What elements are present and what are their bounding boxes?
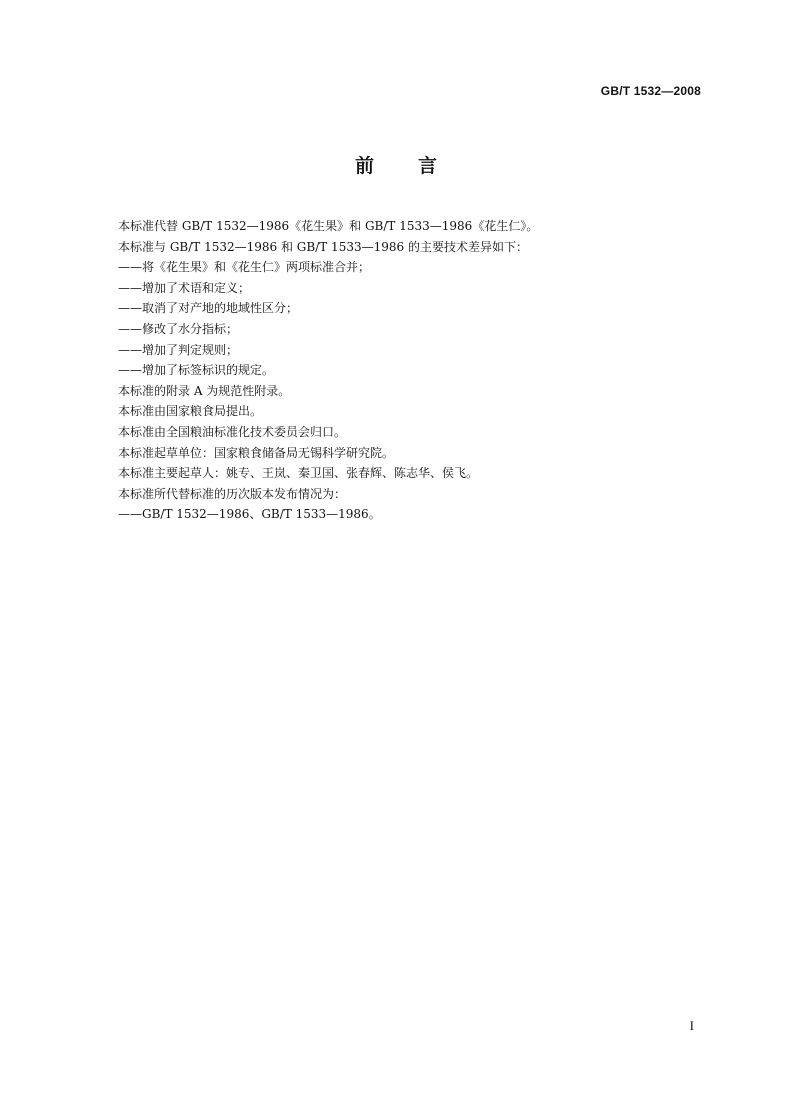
body-line: 本标准起草单位：国家粮食储备局无锡科学研究院。 bbox=[118, 445, 395, 460]
page-title: 前言 bbox=[354, 155, 481, 177]
list-item: ——增加了判定规则； bbox=[118, 342, 239, 357]
body-line: 本标准由国家粮食局提出。 bbox=[118, 404, 263, 419]
body-line: 本标准由全国粮油标准化技术委员会归口。 bbox=[118, 424, 347, 439]
body-line: 本标准的附录 A 为规范性附录。 bbox=[118, 383, 291, 398]
body-line: 本标准与 GB/T 1532—1986 和 GB/T 1533—1986 的主要技术差异如下： bbox=[118, 239, 528, 254]
list-item: ——增加了术语和定义； bbox=[118, 280, 251, 295]
body-line: 本标准所代替标准的历次版本发布情况为： bbox=[118, 486, 347, 501]
page-number: I bbox=[689, 1018, 694, 1033]
body-line: 本标准代替 GB/T 1532—1986《花生果》和 GB/T 1533—1986《花生仁》。 bbox=[118, 219, 539, 233]
body-line: 本标准主要起草人：姚专、王岚、秦卫国、张春辉、陈志华、侯飞。 bbox=[118, 466, 479, 481]
list-item: ——GB/T 1532—1986、GB/T 1533—1986。 bbox=[118, 507, 381, 522]
list-item: ——将《花生果》和《花生仁》两项标准合并； bbox=[118, 260, 371, 275]
list-item: ——增加了标签标识的规定。 bbox=[118, 363, 275, 378]
list-item: ——修改了水分指标； bbox=[118, 321, 239, 336]
standard-number: GB/T 1532—2008 bbox=[600, 84, 701, 98]
list-item: ——取消了对产地的地域性区分； bbox=[118, 301, 299, 316]
foreword-body bbox=[118, 216, 698, 525]
